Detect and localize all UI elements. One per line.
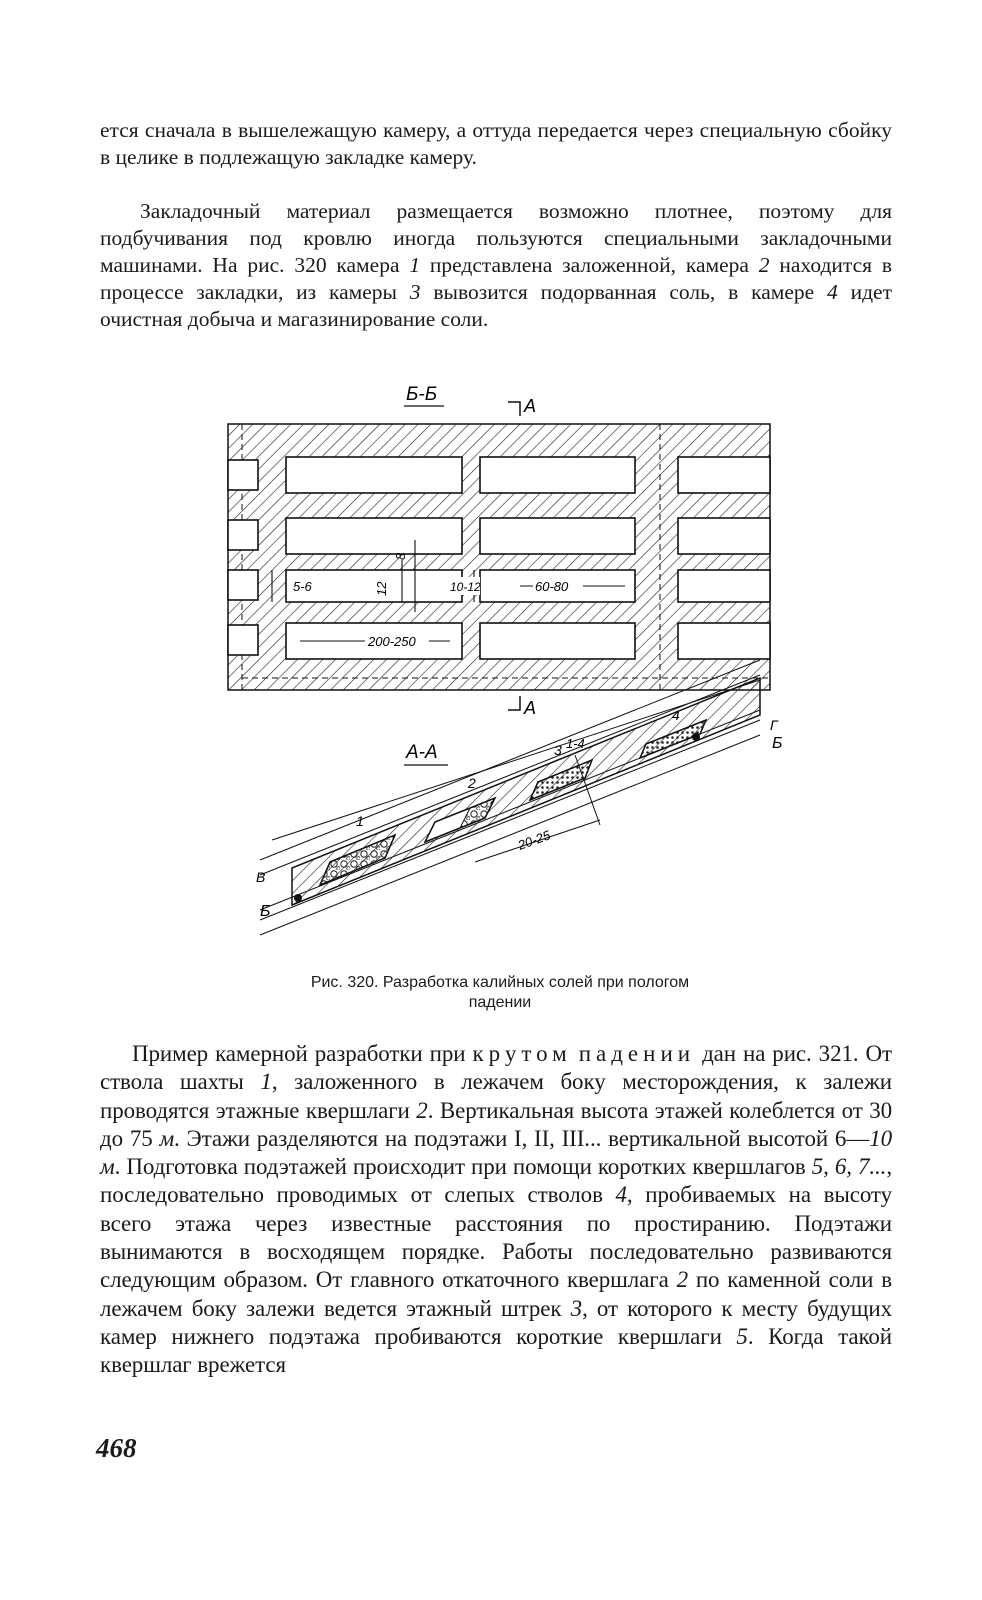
text-run: идет очистная добыча и магазинирование соли. <box>100 280 892 331</box>
stratum-line <box>272 680 760 840</box>
paragraph-1-text: ется сначала в вышележащую камеру, а оттуда передается через специальную сбойку в целике в подлежащую закладке камеру. <box>100 118 892 169</box>
text-run: , последовательно проводимых от слепых стволов <box>100 1154 892 1208</box>
text-run: вывозится подорванная соль, в камере <box>420 280 828 304</box>
chamber <box>480 457 635 493</box>
text-run: находится в процессе закладки, из камеры <box>100 253 892 304</box>
dimension-label: 10-12 <box>450 580 481 594</box>
section-label-bb: Б-Б <box>406 384 438 405</box>
figure-caption <box>200 973 800 1013</box>
reference-number: 3 <box>570 1295 583 1321</box>
plan-view-bb <box>228 424 770 690</box>
chamber <box>228 570 258 600</box>
chamber-number: 2 <box>758 253 770 277</box>
text-run: представлена заложенной, камера <box>420 253 759 277</box>
chamber-number: 1 <box>409 253 421 277</box>
stratum-line <box>260 720 760 920</box>
reference-number: 1 <box>260 1069 272 1095</box>
chamber-label: 4 <box>672 707 680 723</box>
chamber-label: 3 <box>554 742 562 758</box>
reference-number: 2 <box>676 1267 688 1293</box>
text-run: , пробиваемых на высоту всего этажа через известные расстояния по простиранию. Подэтажи вынимаются в восходящем порядке. Работы последовательно развиваются следующим образом. От главного откаточного квершлага <box>100 1182 892 1293</box>
chamber <box>480 518 635 554</box>
chamber <box>228 460 258 490</box>
section-mark: В <box>256 869 266 885</box>
chamber <box>678 518 770 554</box>
text-run: . Подготовка подэтажей происходит при помощи коротких квершлагов <box>114 1154 812 1180</box>
unit: м <box>159 1125 175 1151</box>
section-mark: А <box>524 698 537 718</box>
text-run: Пример камерной разработки при <box>132 1041 473 1066</box>
stratum-line <box>260 735 760 935</box>
text-run: по каменной соли в лежачем боку залежи ведется этажный штрек <box>100 1267 892 1321</box>
section-arrow-icon <box>508 402 520 416</box>
chamber <box>678 457 770 493</box>
chamber <box>286 518 462 554</box>
text-run: , заложенного в лежачем боку месторождения, к залежи проводятся этажные квершлаги <box>100 1069 892 1123</box>
section-mark: Б <box>260 903 271 920</box>
section-arrow-icon <box>508 696 520 710</box>
section-view-aa <box>256 660 782 935</box>
reference-number: 10 м <box>100 1125 892 1180</box>
dimension-label: 20-25 <box>515 827 553 853</box>
chamber <box>678 623 770 659</box>
chamber-number: 4 <box>827 280 838 304</box>
caption-line: Рис. 320. Разработка калийных солей при пологом <box>310 974 690 991</box>
spaced-emphasis: падении <box>578 1041 696 1066</box>
chamber <box>228 520 258 550</box>
dimension-label: 5-6 <box>293 579 312 594</box>
chamber <box>678 570 770 602</box>
chamber <box>228 625 258 655</box>
text-run: . Когда такой квершлаг врежется <box>100 1323 893 1378</box>
reference-number: 4 <box>615 1182 627 1208</box>
paragraph-backfill <box>100 198 892 333</box>
text-run: . Этажи разделяются на подэтажи I, II, III... вертикальной высотой 6— <box>174 1125 870 1151</box>
chamber-number: 3 <box>409 280 421 304</box>
page-number: 468 <box>96 1433 137 1463</box>
figure-320-diagram <box>220 380 790 940</box>
chamber-label: 2 <box>468 775 476 791</box>
chamber-label: 1-4 <box>566 736 585 751</box>
text-run: , от которого к месту будущих камер нижнего подэтажа пробиваются короткие квершлаги <box>100 1295 893 1349</box>
drift-marker <box>294 894 302 902</box>
section-mark: Б <box>772 735 783 752</box>
section-label-aa: А-А <box>406 742 438 763</box>
section-mark: А <box>524 396 537 416</box>
drift-marker <box>692 733 700 741</box>
chamber <box>286 457 462 493</box>
text-run: Закладочный материал размещается возможно плотнее, поэтому для подбучивания под кровлю иногда пользуются специальными закладочными машинами. На рис. 320 камера <box>100 199 892 277</box>
reference-number: 5 <box>736 1323 748 1349</box>
chamber-label: 1 <box>356 813 364 829</box>
chamber <box>480 623 635 659</box>
text-run: . Вертикальная высота этажей колеблется от 30 до 75 <box>100 1097 892 1151</box>
spaced-emphasis: крутом <box>472 1041 572 1066</box>
text-run: дан на рис. 321. От ствола шахты <box>100 1041 892 1095</box>
caption-line: падении <box>468 994 532 1011</box>
section-mark: Г <box>770 717 778 733</box>
reference-number: 5, 6, 7... <box>811 1154 887 1180</box>
reference-number: 2 <box>416 1097 428 1123</box>
paragraph-continued <box>100 117 892 171</box>
dimension-label: 200-250 <box>368 634 416 649</box>
paragraph-steep-dip <box>100 1040 892 1380</box>
dimension-label: 12 <box>374 581 389 596</box>
dimension-label: 60-80 <box>535 579 569 594</box>
text-run <box>572 1041 579 1066</box>
dimension-label: 8 <box>393 552 408 560</box>
